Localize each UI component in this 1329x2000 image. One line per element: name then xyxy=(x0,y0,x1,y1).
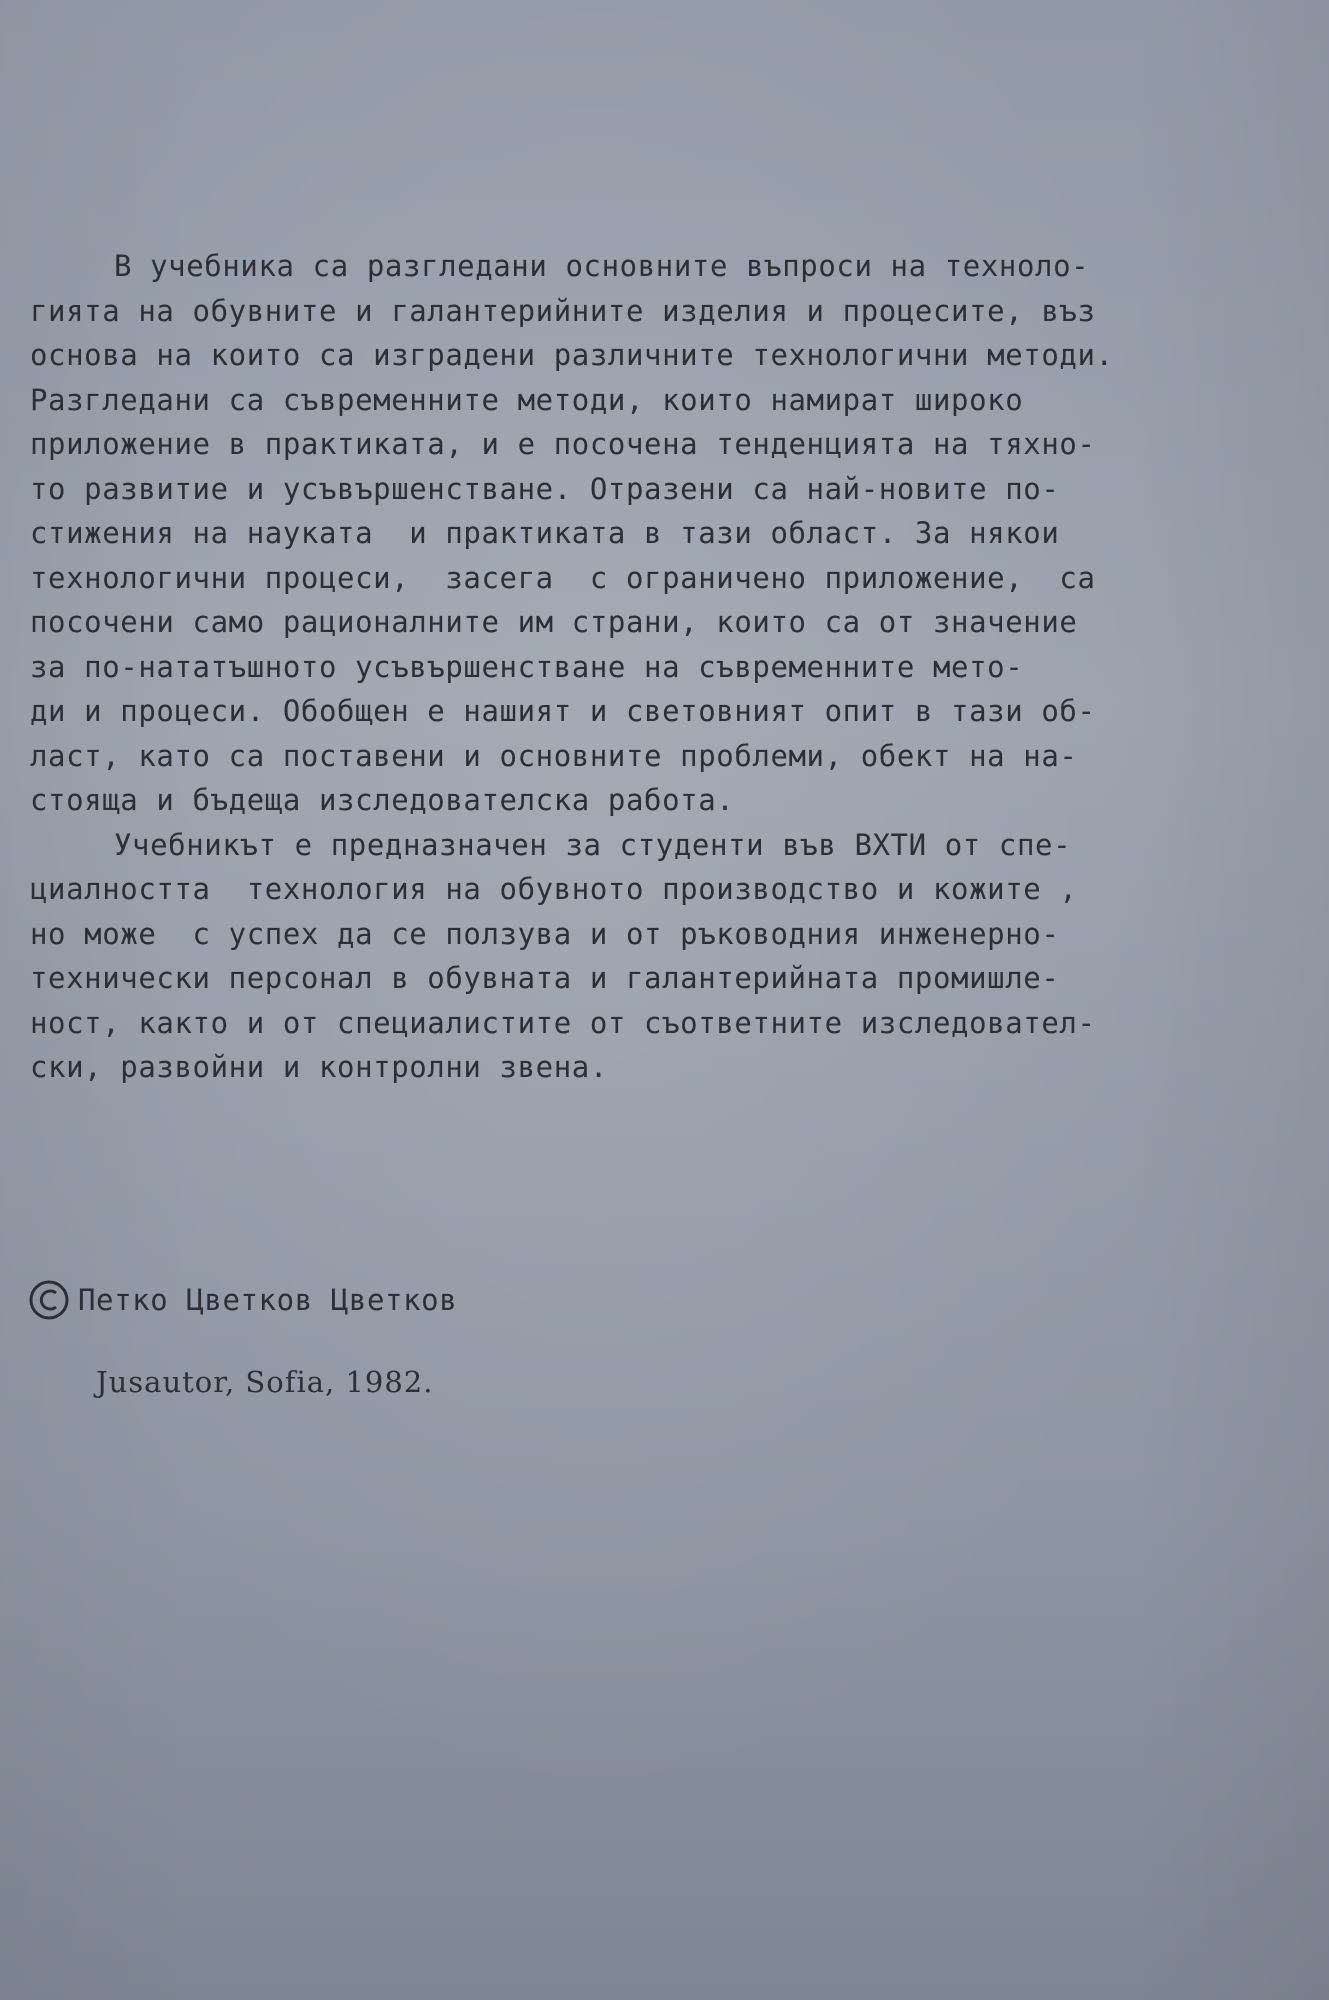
text-line: ски, развойни и контролни звена. xyxy=(30,1050,608,1084)
text-line: ласт, като са поставени и основните проблеми, обект на на- xyxy=(30,738,1078,773)
copyright-icon xyxy=(28,1279,70,1321)
text-line: стояща и бъдеща изследователска работа. xyxy=(30,783,735,817)
text-line: но може с успех да се ползува и от ръководния инженерно- xyxy=(30,916,1060,951)
imprint-line: Jusautor, Sofia, 1982. xyxy=(96,1365,434,1399)
text-line: основа на които са изградени различните технологични методи. xyxy=(30,338,1114,372)
text-line: приложение в практиката, и е посочена тенденцията на тяхно- xyxy=(30,427,1096,461)
text-line: технологични процеси, засега с ограничено приложение, са xyxy=(30,560,1096,595)
text-line: В учебника са разгледани основните въпроси на техноло- xyxy=(114,249,1090,283)
text-line: Учебникът е предназначен за студенти във ВХТИ от спе- xyxy=(114,827,1072,862)
text-line: стижения на науката и практиката в тази област. За някои xyxy=(30,516,1060,550)
copyright-author: Петко Цветков Цветков xyxy=(78,1283,458,1317)
text-line: ност, както и от специалистите от съответните изследовател- xyxy=(30,1005,1096,1040)
text-line: за по-нататъшното усъвършенстване на съвременните мето- xyxy=(30,649,1024,684)
text-line: технически персонал в обувната и галантерийната промишле- xyxy=(30,961,1060,995)
text-line: посочени само рационалните им страни, които са от значение xyxy=(30,605,1078,639)
text-line: гията на обувните и галантерийните изделия и процесите, въз xyxy=(30,293,1096,328)
preface-text xyxy=(30,244,1290,1090)
text-line: Разгледани са съвременните методи, които намират широко xyxy=(30,382,1024,417)
text-line: циалността технология на обувното производство и кожите , xyxy=(30,872,1078,906)
text-line: ди и процеси. Обобщен е нашият и световният опит в тази об- xyxy=(30,694,1096,728)
text-line: то развитие и усъвършенстване. Отразени са най-новите по- xyxy=(30,471,1060,506)
copyright-notice xyxy=(28,1275,457,1325)
